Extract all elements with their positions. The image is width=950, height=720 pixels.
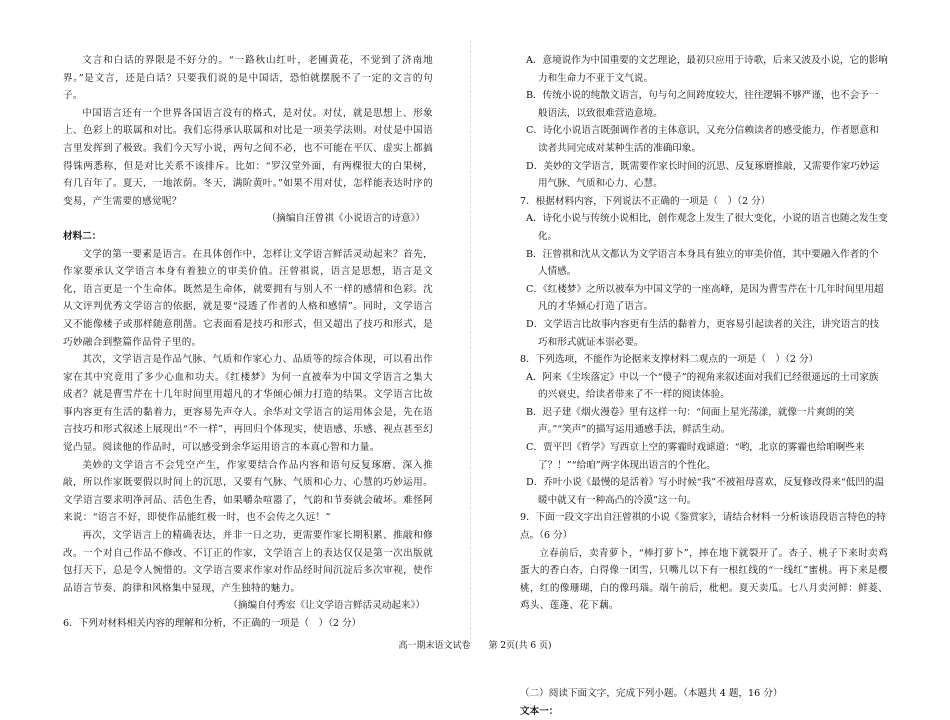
q8-options <box>520 369 888 510</box>
text-heading: 文本一： <box>520 705 559 717</box>
paragraph: 中国语言还有一个世界各国语言没有的格式，是对仗。对仗，就是思想上、形象上、色彩上的联属和对比。我们忘得承认联属和对比是一项美学法则。对仗是中国语言里发挥到了极致。我们今天写小说，两句之间不必，也不可能在平仄、虚实上都搞得铢两悉称，但是对比关系不该排斥。比如：“罗汉堂外面，有两棵很大的白果树，有几百年了。夏天，一地浓荫。冬天，满阶黄叶。”如果不用对仗，怎样能表达时序的变易，产生需要的感觉呢？ <box>63 107 433 207</box>
question-6: 6．下列对材料相关内容的理解和分析，不正确的一项是（ ）（2 分） <box>63 618 362 629</box>
option-b: B．汪曾祺和沈从文都认为文学语言本身具有独立的审美价值，其中要融入作者的个人情感。 <box>526 248 879 278</box>
option-d: D．文学语言比故事内容更有生活的黏着力，更容易引起读者的关注，讲究语言的技巧和形式就证本崇必要。 <box>526 318 880 348</box>
option-a: A．意境说作为中国重要的文艺理论，最初只应用于诗歌，后来又波及小说，它的影响力和生命力不亚于文气说。 <box>526 55 888 84</box>
q6-options <box>520 52 888 193</box>
option-a: A．阿来《尘埃落定》中以一个“傻子”的视角来叙述面对我们已经很遥远的土司家族的兴衰史，给读者带来了不一样的阅读体验。 <box>526 371 879 401</box>
q7-options <box>520 210 888 351</box>
paragraph: 美妙的文学语言不会凭空产生，作家要结合作品内容和语句反复琢磨、深入推敲，所以作家既要假以时间上的沉思，又要有气脉、气质和心力、心慧的巧妙运用。文学语言要求明净河品、活色生香，如果嚼杂喧嚣了，气韵和节奏就会破坏。难怪阿来说：“语言不好，即使作品能红极一时，也不会传之久远！” <box>63 459 433 524</box>
option-a: A．诗化小说与传统小说相比，创作观念上发生了很大变化，小说的语言也随之发生变化。 <box>526 213 888 242</box>
option-c: C．《红楼梦》之所以被奉为中国文学的一座高峰，是因为曹雪芹在十几年时间里用超凡的才华倾心打造了语言。 <box>526 283 884 313</box>
option-d: D．美妙的文学语言，既需要作家长时间的沉思、反复琢磨推敲，又需要作家巧妙运用气脉、气质和心力、心慧。 <box>526 160 880 190</box>
paragraph: 文言和白话的界限是不好分的。“一路秋山红叶，老圃黄花，不觉到了济南地界。”是文言，还是白话？只要我们说的是中国话，恐怕就摆脱不了一定的文言的句子。 <box>63 55 433 102</box>
option-d: D．乔叶小说《最慢的是活着》写小时候“我”不被祖母喜欢，反复修改得来“低凹的温暖中就又有一种高凸的冷漠”这一句。 <box>526 477 885 506</box>
source-citation: （摘编自汪曾祺《小说语言的诗意》） <box>266 213 425 225</box>
paragraph: 文学的第一要素是语言。在具体创作中，怎样让文学语言鲜活灵动起来？首先，作家要承认文学语言本身有着独立的审美价值。汪曾祺说，语言是思想，语言是文化，语言更是一个生命体。既然是生命体，就要拥有与别人不一样的感情和色彩。沈从文评判优秀文学语言的依据，就是要“浸透了作者的人格和感情”。同时，文学语言又不能像楼子或那样随意削凿。它表面看是技巧和形式，但又超出了技巧和形式，是巧妙融合到整篇作品骨子里的。 <box>63 248 433 348</box>
option-b: B．迟子建《烟火漫卷》里有这样一句：“间面上星光荡漾，就像一片爽朗的笑声。”“笑声”的描写运用通感手法，鲜活生动。 <box>526 406 855 436</box>
source-citation: （摘编自付秀宏《让文学语言鲜活灵动起来》） <box>228 600 425 612</box>
option-c: C．贾平凹《哲学》写西京上空的雾霾时戏谑道：“哟，北京的雾霾也给咱啊些来了？！”“给咱”两字体现出语言的个性化。 <box>526 442 865 471</box>
left-column <box>63 52 433 633</box>
question-8: 8．下列选项，不能作为论据来支撑材料二观点的一项是（ ）（2 分） <box>520 354 819 366</box>
right-column <box>520 52 888 720</box>
option-b: B．传统小说的纯散文语言，句与句之间跨度较大，往往逻辑不够严谨，也不会予一般语法，以致很难营造意境。 <box>526 90 879 119</box>
section-heading: （二）阅读下面文字，完成下列小题。（本题共 4 题，16 分） <box>520 688 783 699</box>
paragraph: 再次，文学语言上的精确表达，并非一日之功，更需要作家长期积累、推敲和修改。一个对自己作品不修改、不订正的作家，文学语言上的表达仅仅是第一次出版就包打天下，总是令人惋惜的。文学语言要求作家对作品经时间沉淀后多次审视，使作品语言节奏、韵律和风格集中显现，产生独特的魅力。 <box>63 530 433 594</box>
material-heading: 材料二： <box>63 230 102 242</box>
page-fold-line <box>470 40 471 640</box>
page-footer: 高一期末语文试卷 第 2页(共 6 页) <box>398 641 552 651</box>
option-c: C．诗化小说语言既强调作者的主体意识，又充分信赖读者的感受能力，作者愿意和读者共同完成对某种生活的准确印象。 <box>526 125 879 154</box>
question-9: 9．下面一段文字出自汪曾祺的小说《鉴赏家》，请结合材料一分析该语段语言特色的特点。（6 分） <box>520 512 886 542</box>
excerpt-paragraph: 立春前后，卖青萝卜，“棒打萝卜”，摔在地下就裂开了。杏子、桃子下来时卖鸡蛋大的香白杏，白得像一团雪，只嘴儿以下有一根红线的“一线红”蜜桃。再下来是樱桃，红的像珊瑚，白的像玛瑙。端午前后，枇杷。夏天卖瓜。七八月卖河鲜：鲜菱、鸡头、莲蓬、花下藕。 <box>520 547 888 612</box>
paragraph: 其次，文学语言是作品气脉、气质和作家心力、品质等的综合体现，可以看出作家在其中究竟用了多少心血和功夫。《红楼梦》为何一直被奉为中国文学语言之集大成者？就是曹雪芹在十几年时间里用超凡的才华倾心倾力打造的结果。文学语言比故事内容更有生活的黏着力，更容易先声夺人。余华对文学语言的运用体会是，先在语言技巧和形式叙述上展现出“不一样”，再回归个体现实，使语感、乐感、视点甚至幻觉凸显。阅读他的作品时，可以感受到余华运用语言的本真心智和力量。 <box>63 354 433 454</box>
question-7: 7．根据材料内容，下列说法不正确的一项是（ ）（2 分） <box>520 195 771 207</box>
